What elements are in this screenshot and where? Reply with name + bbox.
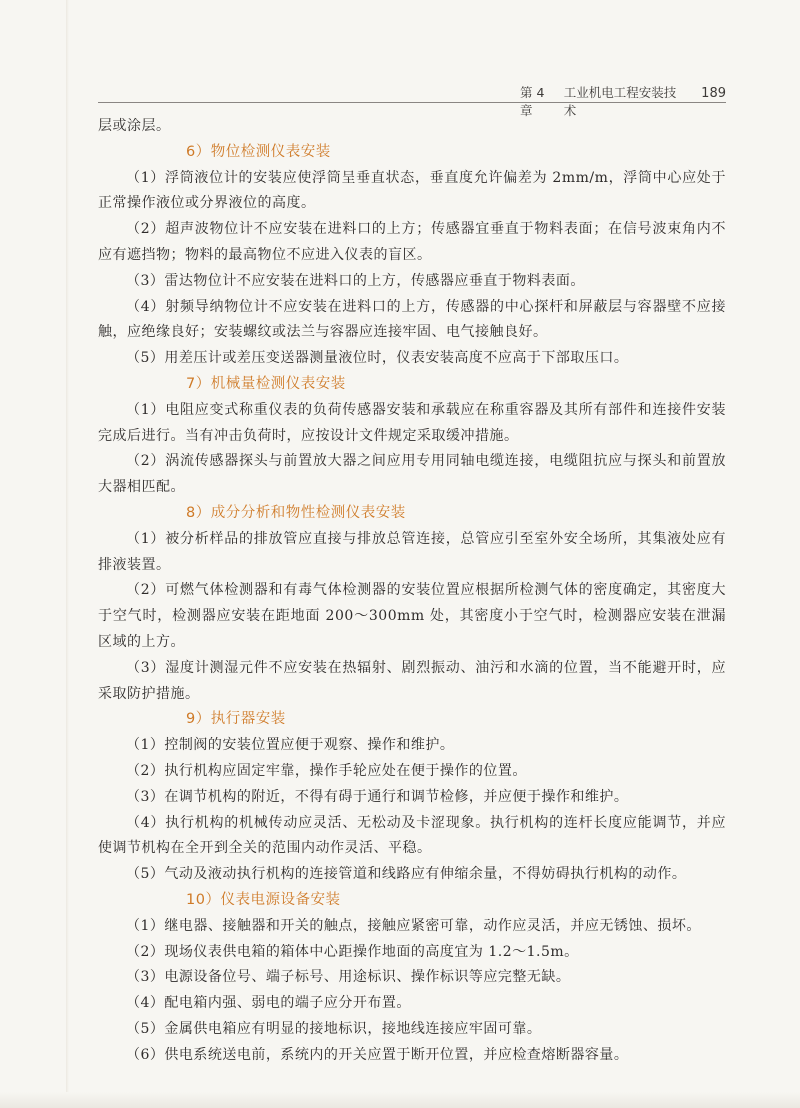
intro-text: 层或涂层。 [98, 118, 171, 134]
section-heading: 7）机械量检测仪表安装 [186, 375, 346, 392]
list-item: （2）现场仪表供电箱的箱体中心距操作地面的高度宜为 1.2～1.5m。 [126, 943, 579, 960]
list-item: （4）配电箱内强、弱电的端子应分开布置。 [126, 995, 411, 1012]
header-rule [98, 102, 726, 103]
page-number: 189 [701, 86, 726, 101]
list-item: （2）可燃气体检测器和有毒气体检测器的安装位置应根据所检测气体的密度确定，其密度大于空气时，检测器应安装在距地面 200～300mm 处，其密度小于空气时，检测器应安装在泄漏区域的上方。 [98, 582, 726, 650]
page-body [98, 114, 726, 1068]
list-item: （3）在调节机构的附近，不得有碍于通行和调节检修，并应便于操作和维护。 [126, 788, 629, 805]
list-item: （3）雷达物位计不应安装在进料口的上方，传感器应垂直于物料表面。 [126, 272, 585, 289]
page-bottom-edge [0, 1092, 800, 1108]
list-item: （3）湿度计测湿元件不应安装在热辐射、剧烈振动、油污和水滴的位置，当不能避开时，应采取防护措施。 [98, 659, 726, 702]
section-heading: 6）物位检测仪表安装 [186, 143, 331, 160]
list-item: （5）气动及液动执行机构的连接管道和线路应有伸缩余量，不得妨碍执行机构的动作。 [126, 866, 687, 883]
list-item: （2）涡流传感器探头与前置放大器之间应用专用同轴电缆连接，电缆阻抗应与探头和前置放大器相匹配。 [98, 453, 726, 496]
list-item: （2）超声波物位计不应安装在进料口的上方；传感器宜垂直于物料表面；在信号波束角内不应有遮挡物；物料的最高物位不应进入仪表的盲区。 [98, 221, 726, 263]
chapter-title: 工业机电工程安装技术 [563, 85, 677, 118]
list-item: （4）射频导纳物位计不应安装在进料口的上方，传感器的中心探杆和屏蔽层与容器壁不应接触，应绝缘良好；安装螺纹或法兰与容器应连接牢固、电气接触良好。 [98, 298, 726, 341]
list-item: （1）控制阀的安装位置应便于观察、操作和维护。 [126, 737, 455, 754]
list-item: （5）用差压计或差压变送器测量液位时，仪表安装高度不应高于下部取压口。 [126, 350, 629, 367]
list-item: （2）执行机构应固定牢靠，操作手轮应处在便于操作的位置。 [126, 762, 527, 779]
section-list [98, 140, 726, 1069]
section-heading: 8）成分分析和物性检测仪表安装 [186, 504, 406, 521]
list-item: （1）浮筒液位计的安装应使浮筒呈垂直状态，垂直度允许偏差为 2mm/m，浮筒中心应处于正常操作液位或分界液位的高度。 [98, 169, 726, 212]
list-item: （1）继电器、接触器和开关的触点，接触应紧密可靠，动作应灵活，并应无锈蚀、损坏。 [126, 917, 701, 934]
list-item: （1）被分析样品的排放管应直接与排放总管连接，总管应引至室外安全场所，其集液处应有排液装置。 [98, 530, 726, 573]
list-item: （4）执行机构的机械传动应灵活、无松动及卡涩现象。执行机构的连杆长度应能调节，并应使调节机构在全开到全关的范围内动作灵活、平稳。 [98, 814, 726, 857]
list-item: （6）供电系统送电前，系统内的开关应置于断开位置，并应检查熔断器容量。 [126, 1046, 629, 1063]
list-item: （1）电阻应变式称重仪表的负荷传感器安装和承载应在称重容器及其所有部件和连接件安装完成后进行。当有冲击负荷时，应按设计文件规定采取缓冲措施。 [98, 401, 726, 444]
section-heading: 10）仪表电源设备安装 [186, 891, 341, 908]
chapter-number: 第 4 章 [520, 85, 545, 118]
page-binding-shadow [66, 0, 69, 1108]
list-item: （3）电源设备位号、端子标号、用途标识、操作标识等应完整无缺。 [126, 969, 571, 986]
list-item: （5）金属供电箱应有明显的接地标识，接地线连接应牢固可靠。 [126, 1020, 542, 1037]
section-heading: 9）执行器安装 [186, 711, 286, 728]
